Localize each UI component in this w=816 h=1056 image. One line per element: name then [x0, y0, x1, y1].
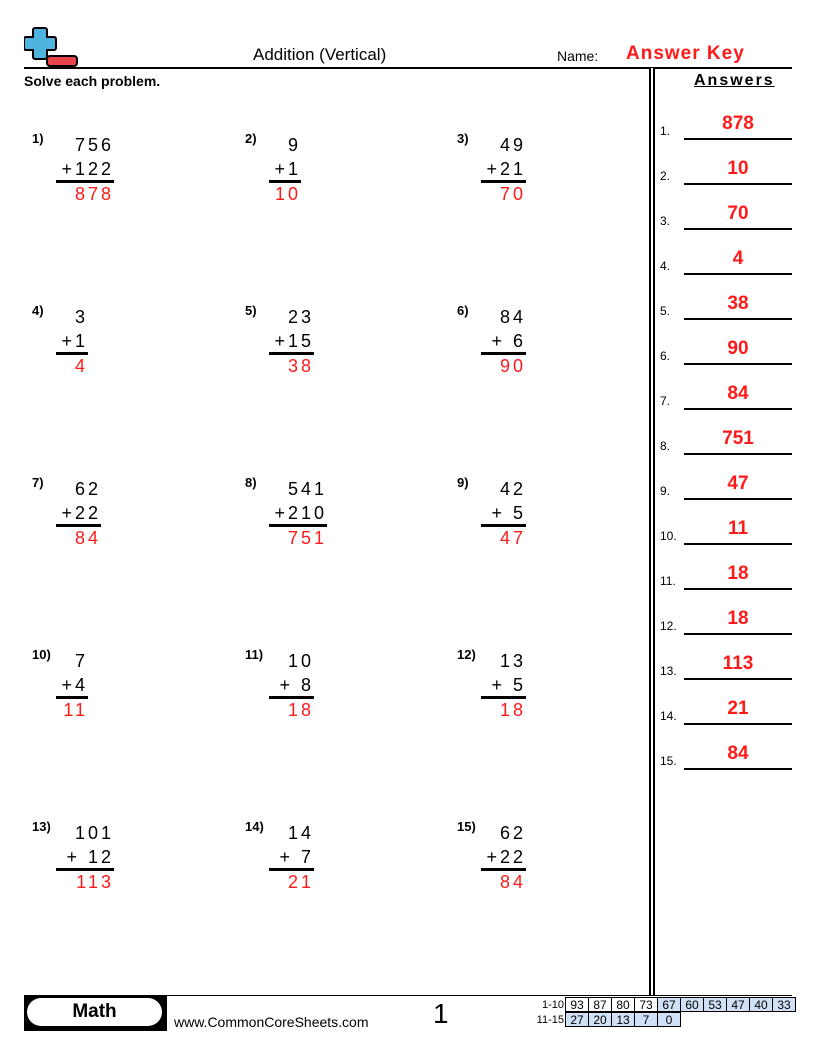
problem-stack: [56, 649, 88, 721]
header-rule: [24, 67, 792, 69]
problem-stack: [481, 133, 526, 205]
answer-row: [660, 650, 792, 680]
addend-bottom: +210: [274, 503, 327, 523]
answer-row: [660, 245, 792, 275]
addend-bottom: + 12: [66, 847, 114, 867]
problem: [32, 647, 182, 737]
addend-top: 756: [74, 135, 114, 155]
answer-row: [660, 470, 792, 500]
problem-number: 4): [32, 303, 44, 318]
answer-label: 8.: [660, 439, 671, 453]
problem-number: 7): [32, 475, 44, 490]
answer-row: [660, 560, 792, 590]
problem: [245, 647, 395, 737]
problem-number: 13): [32, 819, 51, 834]
answer-label: 7.: [660, 394, 671, 408]
subject-badge: [24, 995, 167, 1031]
score-cell: 93: [565, 997, 589, 1012]
addend-top: 14: [287, 823, 314, 843]
score-cell: 27: [565, 1012, 589, 1027]
addend-top: 62: [499, 823, 526, 843]
addend-bottom: +1: [274, 159, 301, 179]
problem-stack: [269, 305, 314, 377]
addend-top: 541: [287, 479, 327, 499]
addend-top: 42: [499, 479, 526, 499]
problem-stack: [481, 305, 526, 377]
problem-answer: 113: [76, 872, 114, 892]
answer-value: 11: [727, 518, 749, 539]
answer-row: [660, 155, 792, 185]
problem-stack: [56, 305, 88, 377]
problem-number: 15): [457, 819, 476, 834]
problem-answer: 90: [499, 356, 526, 376]
problem: [245, 131, 395, 221]
answer-label: 14.: [660, 709, 677, 723]
problem: [32, 475, 182, 565]
addend-bottom: +21: [486, 159, 526, 179]
answer-line: [684, 543, 792, 545]
problem-number: 14): [245, 819, 264, 834]
addend-top: 84: [499, 307, 526, 327]
addend-bottom: +1: [61, 331, 88, 351]
answer-value: 38: [727, 293, 749, 314]
answer-label: 1.: [660, 124, 671, 138]
problem-answer: 21: [287, 872, 314, 892]
answer-value: 84: [727, 383, 749, 404]
addend-bottom: +15: [274, 331, 314, 351]
answer-line: [684, 723, 792, 725]
answer-label: 2.: [660, 169, 671, 183]
score-cell: 7: [634, 1012, 658, 1027]
score-cell: 53: [703, 997, 727, 1012]
addend-top: 3: [74, 307, 88, 327]
answer-line: [684, 408, 792, 410]
score-row: [528, 997, 796, 1013]
answer-value: 4: [732, 248, 744, 269]
problem: [32, 819, 182, 909]
instructions: Solve each problem.: [24, 73, 161, 89]
addend-bottom: + 7: [279, 847, 314, 867]
problem-number: 3): [457, 131, 469, 146]
site-url: www.CommonCoreSheets.com: [174, 1014, 369, 1030]
addend-bottom: + 8: [279, 675, 314, 695]
problem-answer: 47: [499, 528, 526, 548]
answer-label: 3.: [660, 214, 671, 228]
problem: [457, 303, 607, 393]
page-number: 1: [433, 998, 449, 1029]
score-row: [528, 1012, 796, 1028]
answer-row: [660, 335, 792, 365]
answer-value: 70: [727, 203, 749, 224]
addend-top: 49: [499, 135, 526, 155]
subject-label: Math: [27, 998, 162, 1026]
problem-stack: [269, 649, 314, 721]
problem: [457, 131, 607, 221]
answer-value: 878: [722, 113, 754, 134]
answer-line: [684, 228, 792, 230]
answer-value: 751: [722, 428, 754, 449]
problem-number: 10): [32, 647, 51, 662]
addend-top: 9: [287, 135, 301, 155]
problem-answer: 751: [287, 528, 327, 548]
problem-answer: 10: [274, 184, 301, 204]
problem-number: 11): [245, 647, 264, 662]
score-cell: 20: [588, 1012, 612, 1027]
addend-top: 101: [74, 823, 114, 843]
problem-answer: 11: [63, 700, 88, 720]
addend-bottom: +22: [61, 503, 101, 523]
problem: [245, 303, 395, 393]
answer-label: 12.: [660, 619, 677, 633]
answer-line: [684, 498, 792, 500]
addend-bottom: + 5: [491, 503, 526, 523]
problem: [245, 475, 395, 565]
problem-answer: 70: [499, 184, 526, 204]
problem-answer: 84: [74, 528, 101, 548]
answer-row: [660, 425, 792, 455]
addend-top: 23: [287, 307, 314, 327]
answer-label: 10.: [660, 529, 677, 543]
score-range-label: 1-10: [541, 999, 564, 1011]
problem-answer: 84: [499, 872, 526, 892]
problem-stack: [481, 821, 526, 893]
answer-label: 15.: [660, 754, 677, 768]
problem: [457, 819, 607, 909]
answer-value: 90: [727, 338, 749, 359]
answer-line: [684, 318, 792, 320]
addend-bottom: + 5: [491, 675, 526, 695]
answer-row: [660, 380, 792, 410]
answer-line: [684, 138, 792, 140]
score-cell: 13: [611, 1012, 635, 1027]
problem: [457, 475, 607, 565]
problem-stack: [56, 821, 114, 893]
answer-row: [660, 515, 792, 545]
score-cell: 67: [657, 997, 681, 1012]
score-table: [528, 997, 796, 1028]
score-cell: 60: [680, 997, 704, 1012]
name-value: Answer Key: [626, 43, 745, 64]
problem-answer: 38: [287, 356, 314, 376]
score-cell: 33: [772, 997, 796, 1012]
problem-number: 2): [245, 131, 257, 146]
answer-value: 47: [727, 473, 749, 494]
addend-top: 62: [74, 479, 101, 499]
answer-label: 9.: [660, 484, 671, 498]
problem-number: 1): [32, 131, 44, 146]
answer-row: [660, 110, 792, 140]
addend-top: 7: [74, 651, 88, 671]
addend-bottom: +4: [61, 675, 88, 695]
answer-value: 113: [722, 653, 754, 674]
answer-value: 10: [727, 158, 749, 179]
answer-row: [660, 290, 792, 320]
answer-label: 11.: [660, 574, 676, 588]
score-range-label: 11-15: [536, 1014, 564, 1026]
addend-top: 13: [499, 651, 526, 671]
problem: [32, 131, 182, 221]
problem-stack: [56, 477, 101, 549]
answer-value: 21: [727, 698, 749, 719]
score-cell: 40: [749, 997, 773, 1012]
score-cell: 0: [657, 1012, 681, 1027]
problem-answer: 18: [287, 700, 314, 720]
score-cell: 73: [634, 997, 658, 1012]
answer-label: 5.: [660, 304, 671, 318]
answer-line: [684, 183, 792, 185]
answers-divider: [649, 68, 655, 995]
plus-minus-logo-icon: [24, 26, 80, 68]
answer-row: [660, 695, 792, 725]
problem-number: 12): [457, 647, 476, 662]
problem-stack: [269, 477, 327, 549]
footer-rule: [166, 995, 792, 996]
answer-value: 84: [727, 743, 749, 764]
problem-number: 8): [245, 475, 257, 490]
problem-answer: 4: [74, 356, 88, 376]
answer-value: 18: [727, 563, 749, 584]
problem-stack: [481, 477, 526, 549]
answer-line: [684, 588, 792, 590]
problem: [32, 303, 182, 393]
answer-row: [660, 200, 792, 230]
name-label: Name:: [557, 48, 599, 64]
answer-line: [684, 273, 792, 275]
problem-number: 5): [245, 303, 257, 318]
answer-row: [660, 605, 792, 635]
problem: [245, 819, 395, 909]
score-cell: 87: [588, 997, 612, 1012]
problem-answer: 878: [74, 184, 114, 204]
addend-bottom: + 6: [491, 331, 526, 351]
problem-stack: [269, 133, 301, 205]
worksheet-title: Addition (Vertical): [253, 45, 387, 64]
problem-stack: [481, 649, 526, 721]
score-cell: 80: [611, 997, 635, 1012]
answer-label: 6.: [660, 349, 671, 363]
problem: [457, 647, 607, 737]
problem-stack: [56, 133, 114, 205]
addend-bottom: +122: [61, 159, 114, 179]
answer-label: 4.: [660, 259, 671, 273]
answers-title: Answers: [694, 72, 775, 89]
answer-line: [684, 768, 792, 770]
problem-stack: [269, 821, 314, 893]
problem-answer: 18: [499, 700, 526, 720]
answer-line: [684, 633, 792, 635]
problem-number: 6): [457, 303, 469, 318]
answer-line: [684, 678, 792, 680]
score-cell: 47: [726, 997, 750, 1012]
problem-number: 9): [457, 475, 469, 490]
addend-bottom: +22: [486, 847, 526, 867]
answer-value: 18: [727, 608, 749, 629]
answer-line: [684, 453, 792, 455]
answer-line: [684, 363, 792, 365]
answer-label: 13.: [660, 664, 677, 678]
addend-top: 10: [287, 651, 314, 671]
answer-row: [660, 740, 792, 770]
